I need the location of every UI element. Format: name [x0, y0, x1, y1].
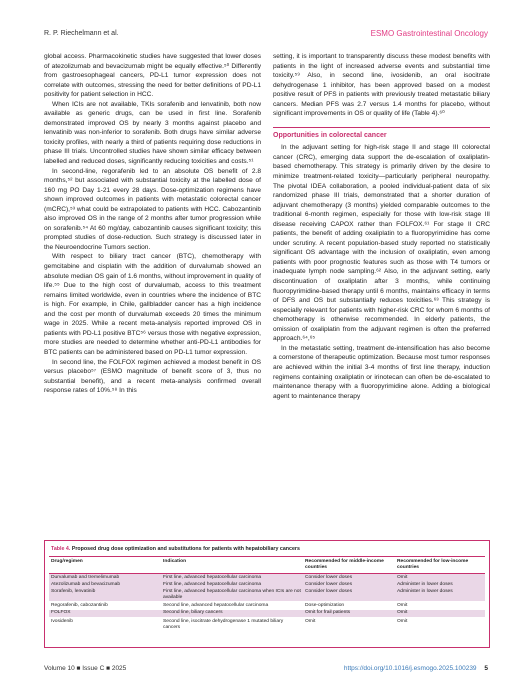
- table-cell: FOLFOX: [49, 610, 161, 617]
- table-body: [49, 574, 485, 632]
- section-heading: Opportunities in colorectal cancer: [273, 127, 490, 141]
- table-cell: Ivosidenib: [51, 618, 74, 624]
- running-header-journal: ESMO Gastrointestinal Oncology: [370, 29, 488, 38]
- body-paragraph: setting, it is important to transparently discuss these modest benefits with patients in the light of increased adverse events and substantial time toxicity.⁵⁹ Also, in second line, ivosidenib, an oral isocitrate dehydrogenase 1 inhibitor, has been approved based on a modest positive result of PFS in patients with previously treated metastatic biliary cancers. Median PFS was 2.7 versus 1.4 months for placebo, without significant improvements in OS or quality of life (Table 4).⁶⁰: [273, 53, 490, 118]
- footer-volume: Volume 10 ■ Issue C ■ 2025: [44, 665, 127, 672]
- table-cell: Second line, biliary cancers: [161, 610, 303, 617]
- column-header: Recommended for low-income countries: [395, 557, 485, 574]
- table-row: [49, 581, 485, 588]
- table-cell: Omit: [397, 603, 408, 608]
- body-paragraph: With respect to biliary tract cancer (BTC), chemotherapy with gemcitabine and cisplatin with the addition of durvalumab showed an absolute median OS gain of 1.6 months, without improvement in quality of life.⁵⁵ Due to the high cost of durvalumab, access to this treatment remains limited worldwide, even in countries where the incidence of BTC is high. For example, in Chile, gallbladder cancer has a high incidence and the cost per month of durvalumab exceeds 20 times the minimum wage in 2025. While a recent meta-analysis reported improved OS in patients with PD-L1 positive BTC⁵⁶ versus those with negative expression, more studies are needed to determine whether anti-PD-L1 antibodies for BTC patients can be administered based on PD-L1 tumor expression.: [44, 253, 261, 356]
- table-row: [49, 610, 485, 617]
- table-cell: Omit for frail patients: [303, 610, 395, 617]
- table-row: [49, 574, 485, 582]
- table-cell: First line, advanced hepatocellular carcinoma when ICIs are not available: [161, 588, 303, 601]
- body-paragraph: In second line, the FOLFOX regimen achieved a modest benefit in OS versus placebo⁵⁷ (ESMO magnitude of benefit score of 3, thus no substantial benefit), and a recent meta-analysis confirmed overall response rates of 10%.⁵⁸ In this: [44, 358, 261, 395]
- table-label: Table 4.: [51, 546, 71, 552]
- table-cell: Administer in lower doses: [395, 581, 485, 588]
- table-cell: Durvalumab and tremelimumab: [49, 574, 161, 582]
- right-column: [273, 52, 490, 401]
- table-title: Proposed drug dose optimization and substitutions for patients with hepatobiliary cancers: [71, 546, 300, 552]
- table-cell: First line, advanced hepatocellular carcinoma: [161, 581, 303, 588]
- table-cell: Second line, isocitrate dehydrogenase 1 mutated biliary cancers: [163, 618, 284, 630]
- table-cell: Omit: [395, 574, 485, 582]
- column-header: Recommended for middle-income countries: [303, 557, 395, 574]
- table-cell: Omit: [305, 618, 316, 624]
- table-cell: Omit: [397, 618, 408, 624]
- table-caption: [51, 546, 300, 552]
- body-paragraph: When ICIs are not available, TKIs sorafenib and lenvatinib, both now available as generic drugs, can be used in first line. Sorafenib demonstrated improved OS by nearly 3 months against placebo and lenvatinib was non-inferior to sorafenib. Both drugs have similar adverse toxicity profiles, with nearly a third of patients requiring dose reductions in phase III trials. Uncontrolled studies have shown similar efficacy between labelled and reduced doses, significantly reducing toxicities and costs.⁵¹: [44, 100, 261, 166]
- column-header: Indication: [161, 557, 303, 574]
- table-cell: Consider lower doses: [303, 588, 395, 601]
- table-cell: Omit: [395, 610, 485, 617]
- table-grid: [49, 556, 485, 631]
- table-cell: Second line, advanced hepatocellular carcinoma: [163, 603, 269, 608]
- left-column: [44, 52, 261, 396]
- table-cell: First line, advanced hepatocellular carcinoma: [161, 574, 303, 582]
- table-cell: Sorafenib, lenvatinib: [49, 588, 161, 601]
- table-header-row: [49, 557, 485, 574]
- footer-right: [344, 665, 488, 672]
- table-cell: Consider lower doses: [303, 581, 395, 588]
- doi-link[interactable]: https://doi.org/10.1016/j.esmogo.2025.100239: [343, 665, 477, 672]
- column-header: Drug/regimen: [49, 557, 161, 574]
- table-cell: Consider lower doses: [303, 574, 395, 582]
- body-paragraph: In the adjuvant setting for high-risk stage II and stage III colorectal cancer (CRC), emerging data support the de-escalation of oxaliplatin-based chemotherapy. This strategy is primarily driven by the desire to minimize treatment-related toxicity—particularly peripheral neuropathy. The pivotal IDEA collaboration, a pooled individual-patient data of six randomized phase III trials, demonstrated that a shorter duration of adjuvant chemotherapy (3 months) yielded comparable outcomes to the traditional 6-month regimen, especially for those with low-risk stage III disease receiving CAPOX rather than FOLFOX.⁶¹ For stage II CRC patients, the benefit of adding oxaliplatin to a fluoropyrimidine has come under scrutiny. A recent population-based study reported no statistically significant OS advantage with the inclusion of oxaliplatin, even among patients with poor prognostic features such as those with T4 tumors or inadequate lymph node sampling.⁶² Also, in the adjuvant setting, early discontinuation of oxaliplatin after 3 months, while continuing fluoropyrimidine-based therapy until 6 months, maintains efficacy in terms of DFS and OS but substantially reduces toxicities.⁶³ This strategy is especially relevant for patients with higher-risk CRC for whom 6 months of chemotherapy is otherwise recommended. In elderly patients, the omission of oxaliplatin from the adjuvant regimen is often the preferred approach.⁶⁴,⁶⁵: [273, 144, 490, 343]
- table-cell: Atezolizumab and bevacizumab: [49, 581, 161, 588]
- page-number: 5: [484, 665, 488, 672]
- table-row: [49, 617, 485, 632]
- table-cell: Regorafenib, cabozantinib: [51, 603, 108, 608]
- table-cell: Administer in lower doses: [395, 588, 485, 601]
- body-paragraph: global access. Pharmacokinetic studies have suggested that lower doses of atezolizumab and bevacizumab might be equally effective.⁵⁰ Differently from gastroesophageal cancers, PD-L1 tumor expression does not correlate with outcomes, stressing the need for better definitions of PD-L1 positivity for patient selection in HCC.: [44, 53, 261, 99]
- running-header-authors: R. P. Riechelmann et al.: [44, 30, 119, 37]
- table-4: [44, 540, 490, 648]
- table-row: [49, 601, 485, 610]
- body-paragraph: In the metastatic setting, treatment de-intensification has also become a cornerstone of therapeutic optimization. Because most tumor responses are achieved within the initial 3-4 months of first line therapy, induction regimens containing oxaliplatin or irinotecan can often be de-escalated to maintenance therapy with a fluoropyrimidine alone. Adding a biological agent to maintenance therapy: [273, 344, 490, 400]
- table-cell: Dose-optimization: [305, 603, 345, 608]
- table-row: [49, 588, 485, 601]
- body-paragraph: In second-line, regorafenib led to an absolute OS benefit of 2.8 months,⁵² but associated with substantial toxicity at the labelled dose of 160 mg PO Day 1-21 every 28 days. Dose-optimization regimens have shown improved outcomes in patients with metastatic colorectal cancer (mCRC),⁵³ what could be extrapolated to patients with HCC. Cabozantinib also improved OS in the range of 2 months after tumor progression while on sorafenib.⁵⁴ At 60 mg/day, cabozantinib causes significant toxicity; this prompted studies of dose-reduction. Such strategy is discussed later in the Neuroendocrine Tumors section.: [44, 167, 261, 251]
